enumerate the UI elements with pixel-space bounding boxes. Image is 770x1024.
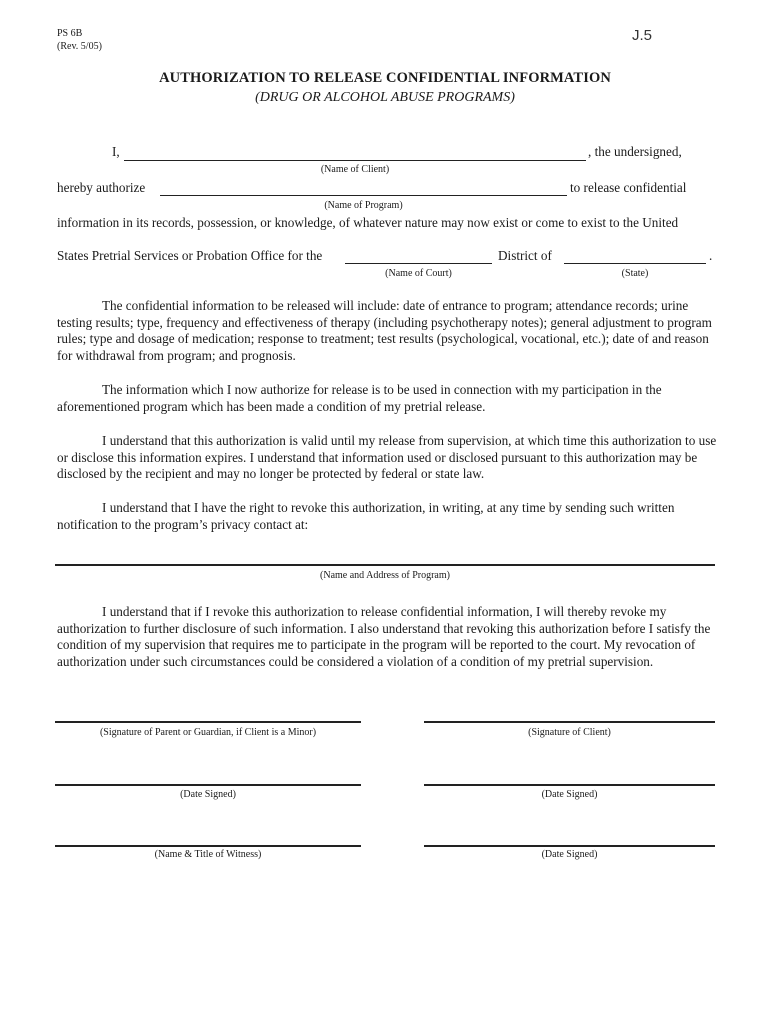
undersigned-text: , the undersigned, bbox=[588, 144, 682, 159]
state-field[interactable] bbox=[564, 263, 706, 264]
information-line: information in its records, possession, or knowledge, of whatever nature may now exist or come to exist to the United bbox=[57, 215, 679, 230]
parent-signature-caption: (Signature of Parent or Guardian, if Client is a Minor) bbox=[99, 727, 317, 738]
paragraph-text: The confidential information to be released will include: date of entrance to program; attendance records; urine testing results; type, frequency and effectiveness of therapy (including psychotherapy notes); general adjustment to program rules; type and dosage of medication; response to treatment; test results (psychological, vocational, etc.); date of and reason for withdrawal from program; and prognosis. bbox=[57, 298, 712, 363]
paragraph-text: The information which I now authorize for release is to be used in connection with my participation in the aforementioned program which has been made a condition of my pretrial release. bbox=[57, 382, 662, 414]
court-name-caption: (Name of Court) bbox=[385, 268, 452, 279]
form-revision: (Rev. 5/05) bbox=[57, 41, 102, 52]
date-signed-witness-field[interactable] bbox=[424, 845, 715, 847]
date-signed-right-caption: (Date Signed) bbox=[541, 789, 598, 800]
witness-field[interactable] bbox=[55, 845, 361, 847]
paragraph-authorization-validity bbox=[57, 433, 717, 483]
page-code: J.5 bbox=[632, 27, 653, 44]
client-signature-field[interactable] bbox=[424, 721, 715, 723]
period-text: . bbox=[709, 248, 713, 263]
paragraph-text: I understand that if I revoke this authorization to release confidential information, I will thereby revoke my authorization to further disclosure of such information. I also understand that revoking this authorization before I satisfy the condition of my supervision that requires me to participate in the program will be reported to the court. My revocation of authorization under such circumstances could be considered a violation of a condition of my pretrial supervision. bbox=[57, 604, 711, 669]
date-signed-right-field[interactable] bbox=[424, 784, 715, 786]
date-signed-witness-caption: (Date Signed) bbox=[541, 849, 598, 860]
date-signed-left-caption: (Date Signed) bbox=[180, 789, 236, 800]
hereby-authorize-text: hereby authorize bbox=[57, 180, 146, 195]
paragraph-revocation bbox=[57, 604, 717, 670]
district-of-text: District of bbox=[498, 248, 552, 263]
program-name-caption: (Name of Program) bbox=[324, 200, 403, 211]
release-confidential-text: to release confidential bbox=[570, 180, 687, 195]
witness-caption: (Name & Title of Witness) bbox=[154, 849, 262, 860]
document-title: AUTHORIZATION TO RELEASE CONFIDENTIAL INFORMATION bbox=[159, 70, 611, 86]
state-caption: (State) bbox=[621, 268, 649, 279]
court-name-field[interactable] bbox=[345, 263, 492, 264]
paragraph-use-of-information bbox=[57, 382, 717, 415]
client-signature-caption: (Signature of Client) bbox=[528, 727, 611, 738]
paragraph-information-released bbox=[57, 298, 717, 364]
client-name-field[interactable] bbox=[124, 160, 586, 161]
program-address-field[interactable] bbox=[55, 564, 715, 566]
date-signed-left-field[interactable] bbox=[55, 784, 361, 786]
form-number: PS 6B bbox=[57, 28, 83, 39]
probation-office-text: States Pretrial Services or Probation Office for the bbox=[57, 248, 323, 263]
client-name-caption: (Name of Client) bbox=[320, 164, 390, 175]
paragraph-right-to-revoke bbox=[57, 500, 717, 533]
i-label: I, bbox=[112, 144, 120, 159]
paragraph-text: I understand that this authorization is valid until my release from supervision, at which time this authorization to use or disclose this information expires. I understand that information used or disclosed pursuant to this authorization may be disclosed by the recipient and may no longer be protected by federal or state law. bbox=[57, 433, 717, 482]
program-address-caption: (Name and Address of Program) bbox=[320, 570, 450, 581]
parent-signature-field[interactable] bbox=[55, 721, 361, 723]
document-subtitle: (DRUG OR ALCOHOL ABUSE PROGRAMS) bbox=[255, 90, 515, 105]
form-id-block bbox=[57, 27, 102, 53]
program-name-field[interactable] bbox=[160, 195, 567, 196]
paragraph-text: I understand that I have the right to revoke this authorization, in writing, at any time by sending such written notification to the program’s privacy contact at: bbox=[57, 500, 675, 532]
